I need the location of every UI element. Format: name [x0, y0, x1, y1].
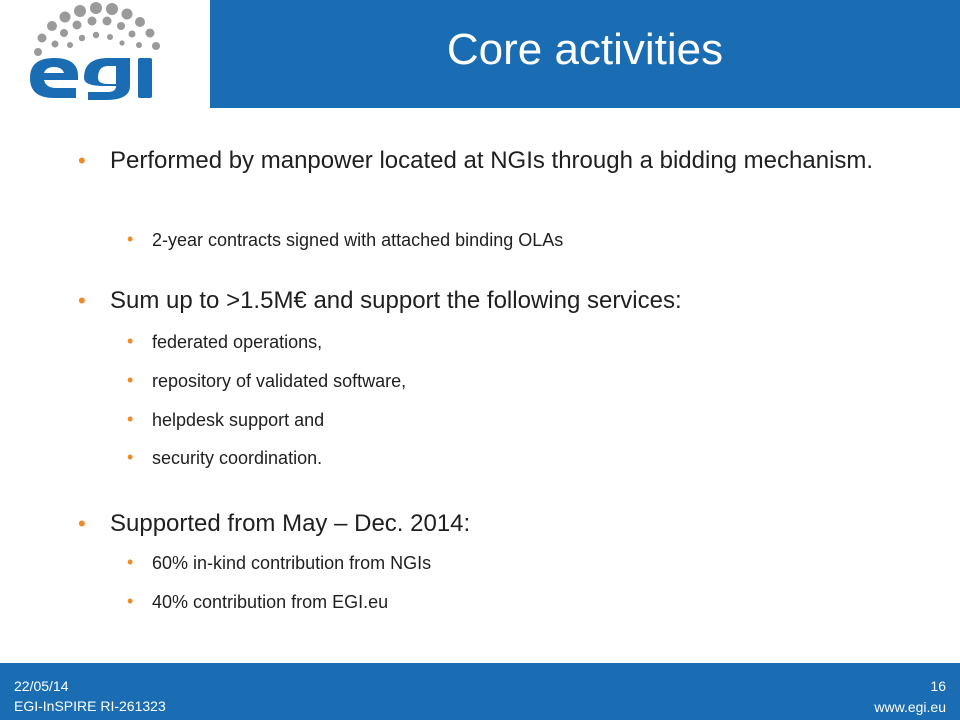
sub-bullet-item	[127, 591, 887, 613]
bullet-text: Supported from May – Dec. 2014:	[110, 510, 471, 537]
sub-bullet-dot-icon: •	[127, 370, 134, 390]
footer-bar	[0, 663, 960, 720]
bullet-item	[78, 145, 878, 176]
bullet-item	[78, 508, 878, 539]
footer-project-code: EGI-InSPIRE RI-261323	[14, 698, 166, 714]
bullet-item	[78, 285, 878, 316]
sub-bullet-dot-icon: •	[127, 229, 134, 249]
sub-bullet-text: 40% contribution from EGI.eu	[152, 592, 389, 612]
bullet-dot-icon: •	[78, 511, 86, 536]
bullet-dot-icon: •	[78, 148, 86, 173]
bullet-dot-icon: •	[78, 288, 86, 313]
sub-bullet-text: 2-year contracts signed with attached binding OLAs	[152, 230, 564, 250]
sub-bullet-item	[127, 229, 887, 251]
sub-bullet-text: security coordination.	[152, 448, 323, 468]
sub-bullet-dot-icon: •	[127, 552, 134, 572]
sub-bullet-item	[127, 331, 887, 353]
sub-bullet-text: helpdesk support and	[152, 410, 325, 430]
slide-content	[0, 108, 960, 663]
bullet-text: Performed by manpower located at NGIs through a bidding mechanism.	[110, 147, 874, 174]
sub-bullet-dot-icon: •	[127, 591, 134, 611]
sub-bullet-text: 60% in-kind contribution from NGIs	[152, 553, 432, 573]
sub-bullet-dot-icon: •	[127, 409, 134, 429]
slide-title: Core activities	[446, 25, 724, 74]
sub-bullet-text: federated operations,	[152, 332, 323, 352]
sub-bullet-dot-icon: •	[127, 331, 134, 351]
sub-bullet-item	[127, 552, 887, 574]
sub-bullet-text: repository of validated software,	[152, 371, 407, 391]
egi-logo	[0, 0, 210, 108]
title-bar	[0, 0, 960, 108]
footer-date: 22/05/14	[14, 678, 69, 694]
footer-url-link[interactable]: www.egi.eu	[874, 699, 946, 715]
egi-logo-icon	[0, 0, 210, 108]
sub-bullet-dot-icon: •	[127, 447, 134, 467]
page-number: 16	[930, 678, 946, 694]
bullet-text: Sum up to >1.5M€ and support the following services:	[110, 287, 682, 314]
sub-bullet-item	[127, 447, 887, 469]
sub-bullet-item	[127, 409, 887, 431]
sub-bullet-item	[127, 370, 887, 392]
